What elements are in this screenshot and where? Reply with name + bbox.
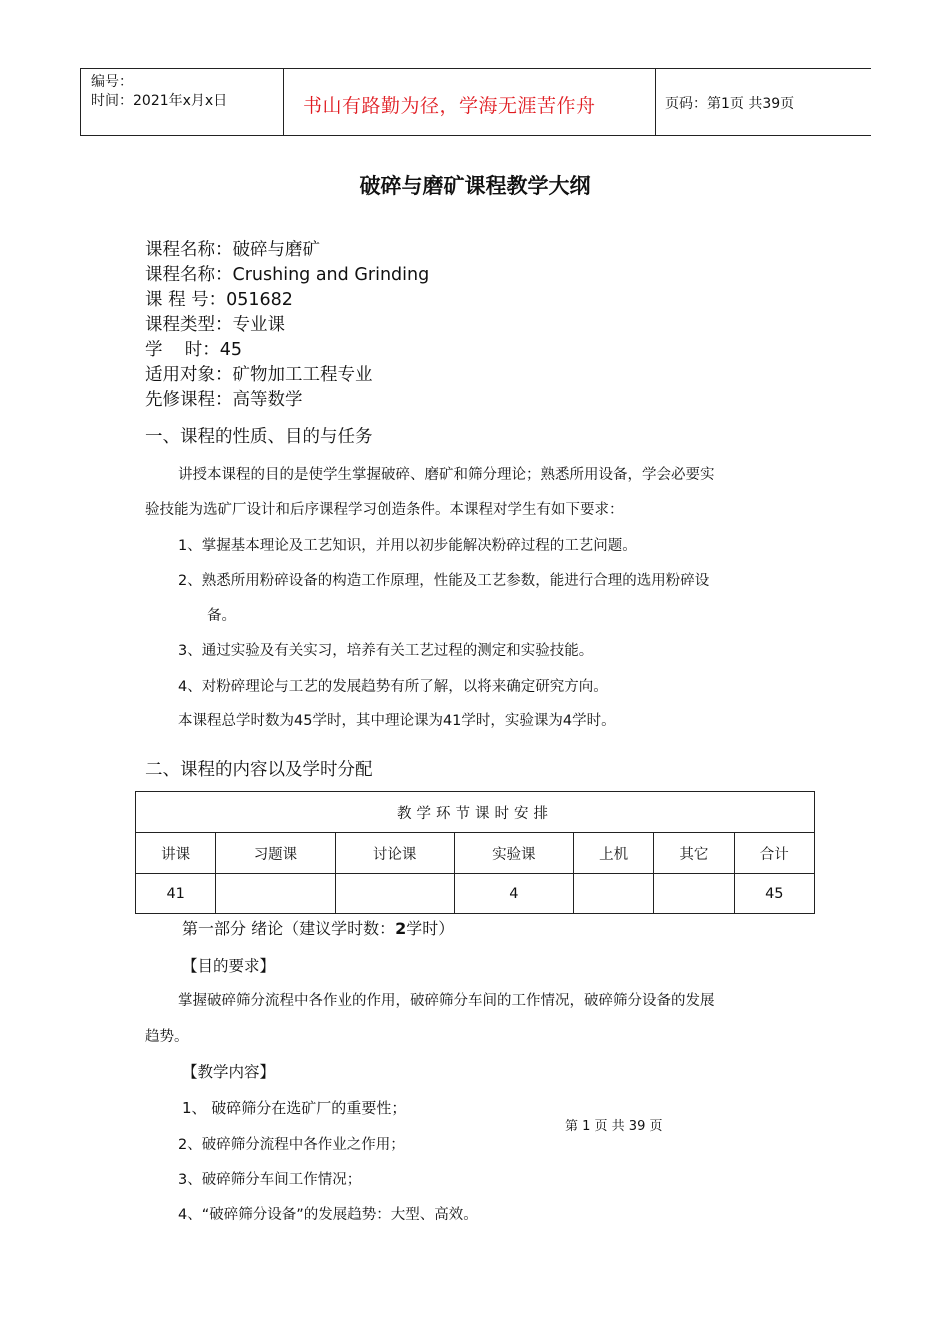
objective-label: 【目的要求】 (182, 957, 276, 975)
table-cell: 41 (136, 874, 216, 914)
meta-hours: 学 时：45 (145, 340, 243, 360)
part1-heading-suffix: 学时） (406, 919, 455, 938)
column-header: 上机 (573, 833, 653, 874)
meta-course-type: 课程类型：专业课 (145, 315, 285, 335)
requirement-2-line1: 2、熟悉所用粉碎设备的构造工作原理，性能及工艺参数，能进行合理的选用粉碎设 (178, 573, 710, 589)
footer-page-number: 第 1 页 共 39 页 (565, 1119, 663, 1134)
table-row (136, 874, 815, 914)
column-header: 其它 (654, 833, 734, 874)
part1-heading-hours: 2 (395, 919, 407, 938)
time-label: 时间：2021年x月x日 (91, 93, 228, 109)
table-cell: 4 (454, 874, 573, 914)
schedule-table-title: 教学环节课时安排 (136, 792, 815, 833)
requirement-2-line2: 备。 (207, 608, 236, 624)
meta-prerequisite: 先修课程：高等数学 (145, 390, 303, 410)
meta-course-name-cn: 课程名称：破碎与磨矿 (145, 240, 320, 260)
part1-heading-prefix: 第一部分 绪论（建议学时数： (182, 919, 396, 938)
requirement-3: 3、通过实验及有关实习，培养有关工艺过程的测定和实验技能。 (178, 643, 594, 659)
meta-course-name-en: 课程名称：Crushing and Grinding (145, 265, 430, 285)
column-header: 讨论课 (335, 833, 454, 874)
requirement-4: 4、对粉碎理论与工艺的发展趋势有所了解，以将来确定研究方向。 (178, 679, 608, 695)
section1-intro-line2: 验技能为选矿厂设计和后序课程学习创造条件。本课程对学生有如下要求： (145, 502, 624, 518)
document-title: 破碎与磨矿课程教学大纲 (359, 174, 591, 198)
section1-heading: 一、课程的性质、目的与任务 (145, 427, 373, 447)
content-item-4: 4、“破碎筛分设备”的发展趋势：大型、高效。 (178, 1207, 478, 1223)
column-header: 合计 (734, 833, 814, 874)
section2-heading: 二、课程的内容以及学时分配 (145, 760, 373, 780)
requirement-1: 1、掌握基本理论及工艺知识，并用以初步能解决粉碎过程的工艺问题。 (178, 538, 637, 554)
schedule-table (135, 791, 815, 914)
table-cell: 45 (734, 874, 814, 914)
meta-course-number: 课 程 号：051682 (145, 290, 293, 310)
table-cell (335, 874, 454, 914)
content-item-3: 3、破碎筛分车间工作情况； (178, 1172, 362, 1188)
header-page-info: 页码：第1页 共39页 (665, 96, 795, 112)
meta-audience: 适用对象：矿物加工工程专业 (145, 365, 373, 385)
content-item-1: 1、 破碎筛分在选矿厂的重要性； (182, 1099, 407, 1117)
objective-line2: 趋势。 (145, 1029, 189, 1045)
content-label: 【教学内容】 (182, 1063, 276, 1081)
section1-intro-line1: 讲授本课程的目的是使学生掌握破碎、磨矿和筛分理论；熟悉所用设备，学会必要实 (178, 467, 715, 483)
table-cell (654, 874, 734, 914)
table-cell (573, 874, 653, 914)
document-header (80, 68, 871, 136)
table-cell (216, 874, 335, 914)
content-item-2: 2、破碎筛分流程中各作业之作用； (178, 1137, 405, 1153)
part1-heading (182, 916, 454, 939)
header-info-cell (81, 69, 284, 135)
column-header: 讲课 (136, 833, 216, 874)
table-header-row (136, 833, 815, 874)
objective-line1: 掌握破碎筛分流程中各作业的作用，破碎筛分车间的工作情况，破碎筛分设备的发展 (178, 993, 715, 1009)
column-header: 实验课 (454, 833, 573, 874)
motto: 书山有路勤为径，学海无涯苦作舟 (303, 95, 596, 117)
hours-note: 本课程总学时数为45学时，其中理论课为41学时，实验课为4学时。 (178, 713, 616, 729)
header-motto-cell (283, 69, 656, 135)
column-header: 习题课 (216, 833, 335, 874)
number-label: 编号： (91, 74, 133, 90)
